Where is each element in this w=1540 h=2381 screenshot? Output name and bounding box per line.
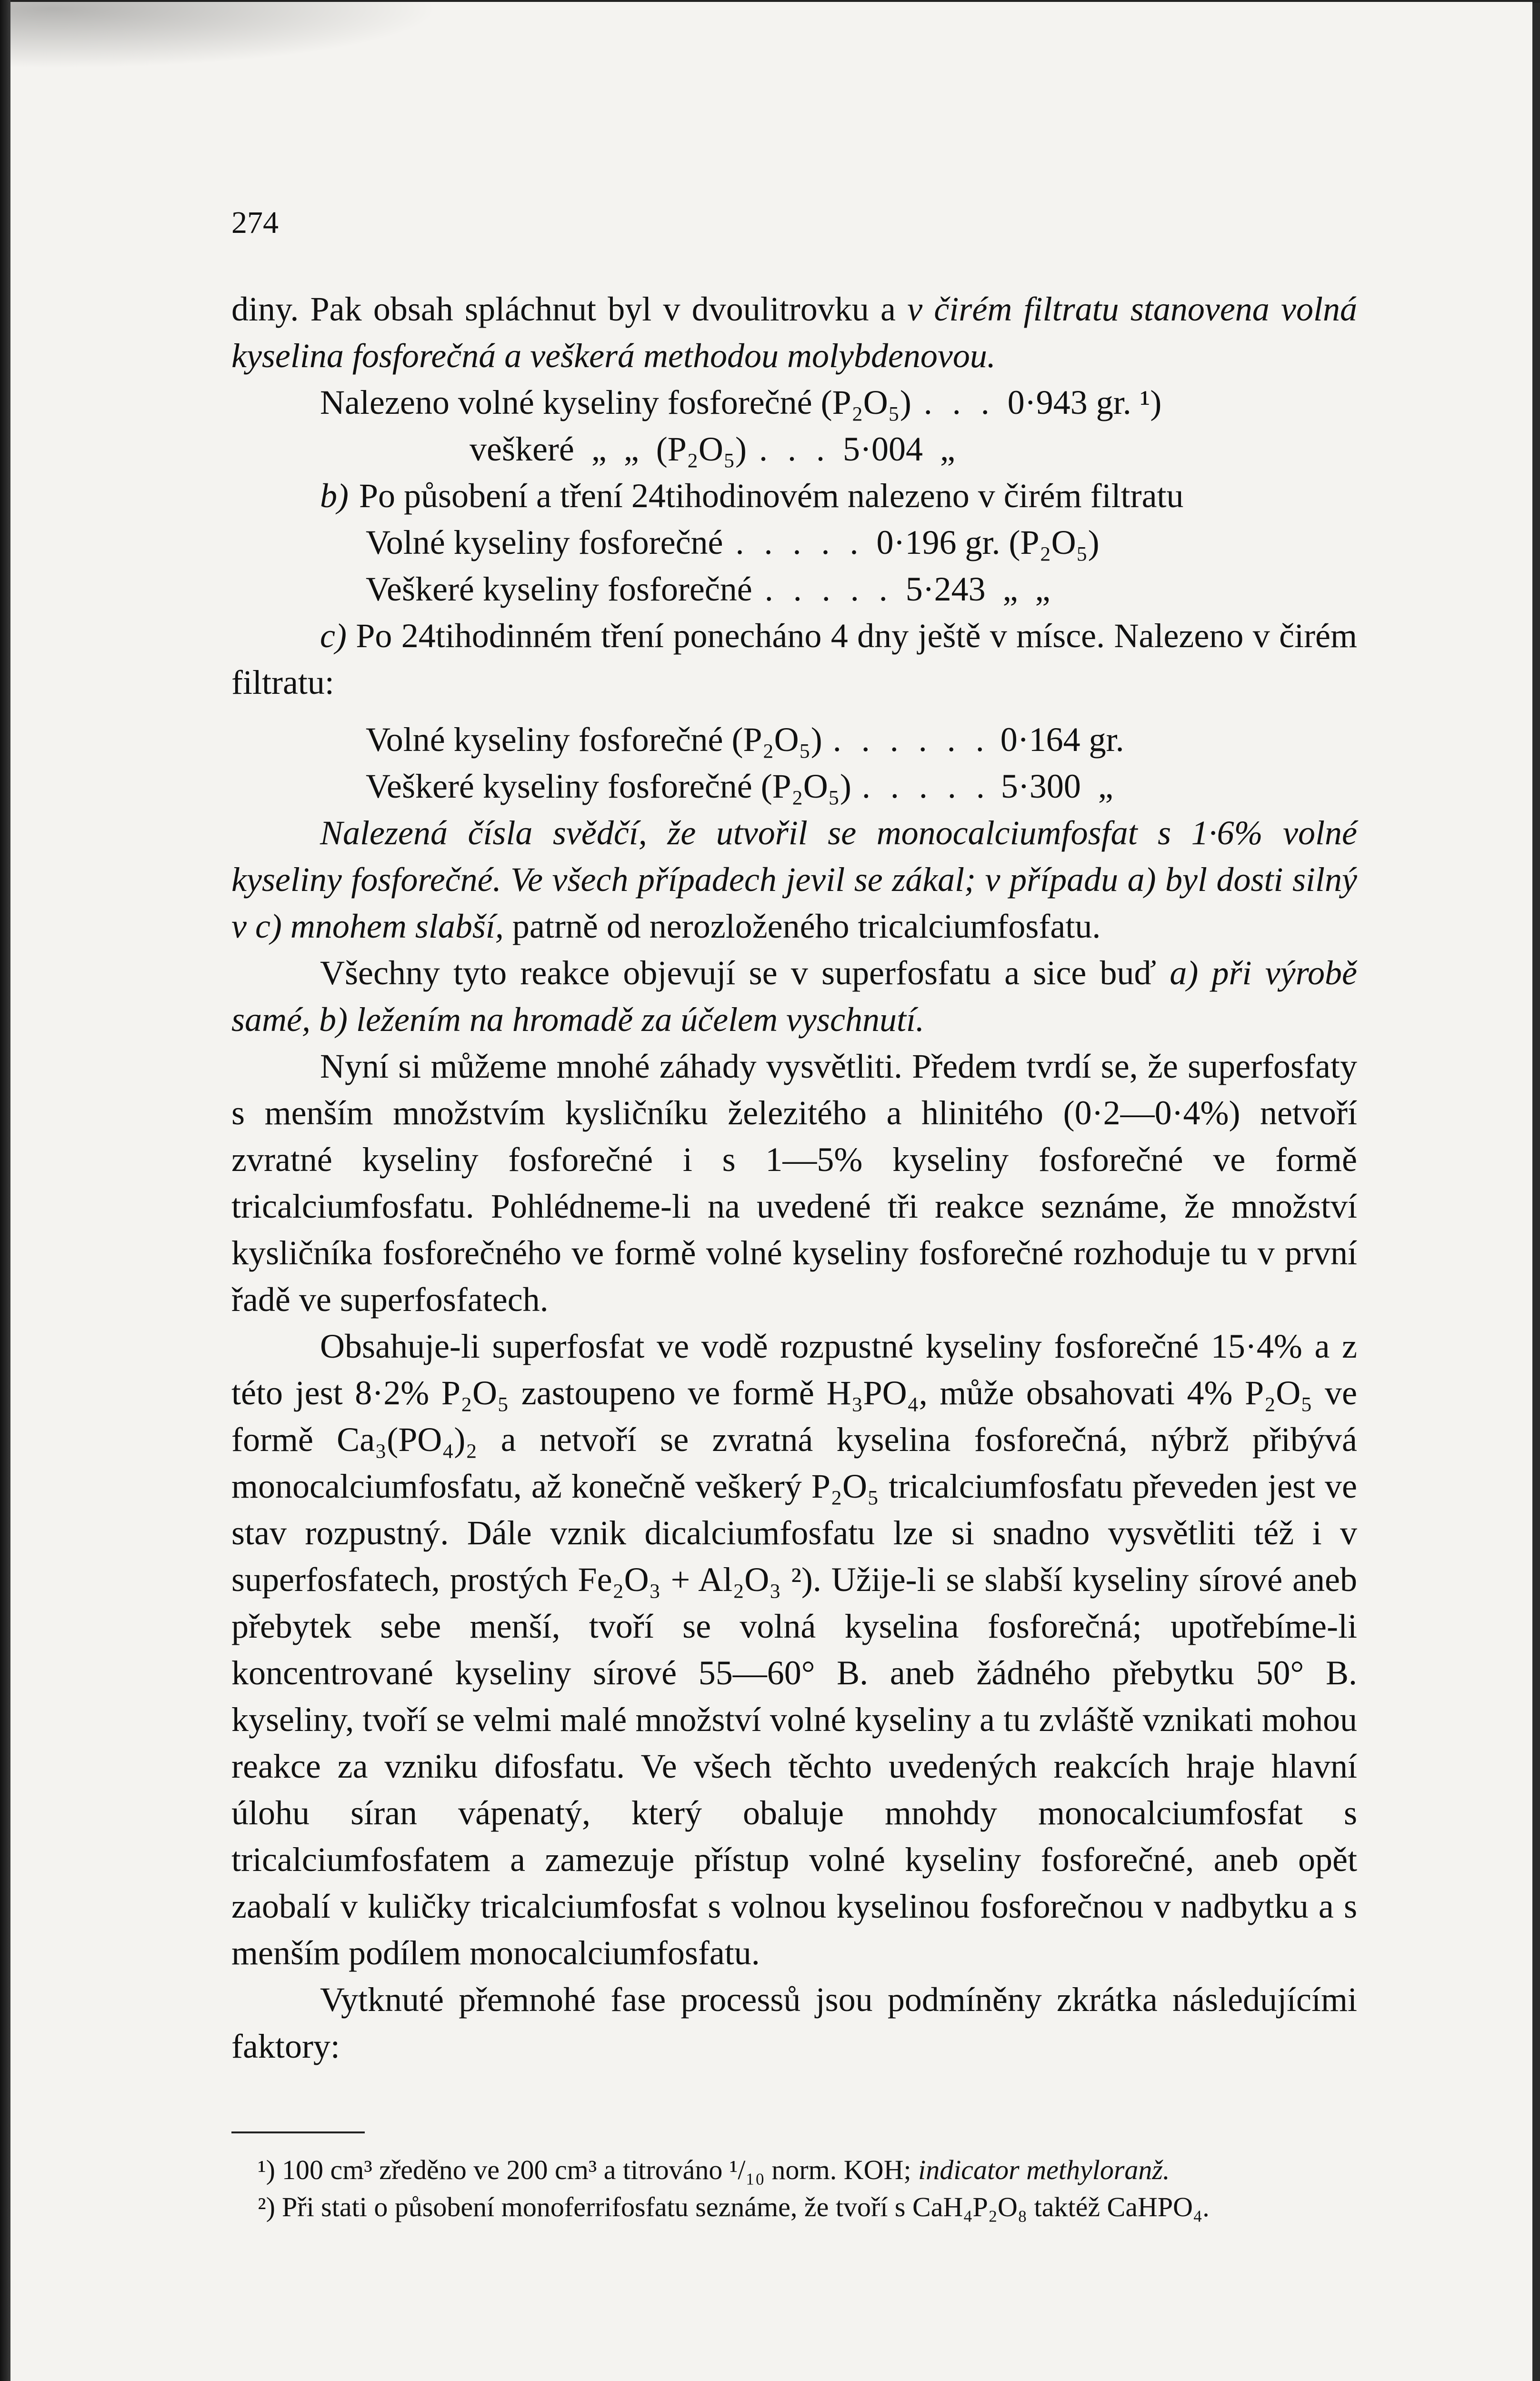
result-dots: . . . (923, 383, 995, 421)
section-b-row-free (231, 519, 1357, 566)
section-c-row-total (231, 763, 1357, 810)
footnote-1 (231, 2151, 1357, 2189)
footnote-2 (231, 2189, 1357, 2226)
scan-smudge (10, 2, 439, 69)
paragraph-contents: Obsahuje-li superfosfat ve vodě rozpustné kyseliny fosforečné 15·4% a z této jest 8·2% P₂O₅ zastoupeno ve formě H₃PO₄, může obsahovati 4% P₂O₅ ve formě Ca₃(PO₄)₂ a netvoří se zvratná kyselina fosforečná, nýbrž přibývá monocalciumfosfatu, až konečně veškerý P₂O₅ tricalciumfosfatu převeden jest ve stav rozpustný. Dále vznik dicalciumfosfatu lze si snadno vysvětliti též i v superfosfatech, prostých Fe₂O₃ + Al₂O₃ ²). Užije-li se slabší kyseliny sírové aneb přebytek sebe menší, tvoří se volná kyselina fosforečná; upotřebíme-li koncentrované kyseliny sírové 55—60° B. aneb žádného přebytku 50° B. kyseliny, tvoří se velmi malé množství volné kyseliny a tu zvláště vznikati mohou reakce za vzniku difosfatu. Ve všech těchto uvedených reakcích hraje hlavní úlohu síran vápenatý, který obaluje mnohdy monocalciumfosfat s tricalciumfosfatem a zamezuje přístup volné kyseliny fosforečné, aneb opět zaobalí v kuličky tricalciumfosfat s volnou kyselinou fosforečnou v nadbytku a s menším podílem monocalciumfosfatu. (231, 1327, 1357, 1972)
row-label: Volné kyseliny fosforečné (366, 523, 723, 561)
paragraph-mysteries: Nyní si můžeme mnohé záhady vysvětliti. Předem tvrdí se, že superfosfaty s menším množstvím kysličníku železitého a hlinitého (0·2—0·4%) netvoří zvratné kyseliny fosforečné i s 1—5% kyseliny fosforečné ve formě tricalciumfosfatu. Pohlédneme-li na uvedené tři reakce seznáme, že množství kysličníka fosforečného ve formě volné kyseliny fosforečné rozhoduje tu v první řadě ve superfosfatech. (231, 1047, 1357, 1319)
row-label: Volné kyseliny fosforečné (P₂O₅) (366, 720, 822, 759)
result-dots: . . . (759, 430, 830, 468)
section-marker: b) (320, 477, 349, 515)
row-value: 5·300 „ (1000, 767, 1113, 805)
row-dots: . . . . . (861, 767, 990, 805)
row-dots: . . . . . . (832, 720, 990, 759)
row-value: 0·164 gr. (1000, 720, 1124, 759)
page-number: 274 (231, 205, 279, 240)
footnote-number: ¹) (258, 2154, 275, 2185)
result-value: 5·004 „ (842, 430, 955, 468)
paragraph-factors: Vytknuté přemnohé fase processů jsou podmíněny zkrátka následujícími faktory: (231, 1981, 1357, 2065)
paragraph-reactions (231, 950, 1357, 1043)
result-label: Nalezeno volné kyseliny fosforečné (P₂O₅) (320, 383, 911, 421)
reactions-roman: Všechny tyto reakce objevují se v superfosfatu a sice buď (320, 954, 1170, 992)
row-dots: . . . . . (735, 523, 864, 561)
row-value: 5·243 „ „ (905, 570, 1050, 608)
row-value: 0·196 gr. (P₂O₅) (876, 523, 1100, 561)
continuation-text: diny. Pak obsah spláchnut byl v dvoulitrovku a (231, 290, 908, 328)
result-label: veškeré „ „ (P₂O₅) (470, 430, 747, 468)
footnote-text: Při stati o působení monoferrifosfatu seznáme, že tvoří s CaH₄P₂O₈ taktéž CaHPO₄. (282, 2191, 1210, 2222)
scan-border-left (0, 0, 10, 2381)
section-text: Po 24tihodinném tření ponecháno 4 dny ještě v mísce. Nalezeno v čirém filtratu: (231, 617, 1358, 701)
spacer (231, 706, 1357, 716)
paragraph-findings (231, 810, 1357, 950)
findings-italic: Nalezená čísla svědčí, že utvořil se monocalciumfosfat s 1·6% volné kyseliny fosforečné. Ve všech případech jevil se zákal; v případu a) byl dosti silný v c) mnohem slabší, (231, 814, 1357, 945)
footnote-text: 100 cm³ zředěno ve 200 cm³ a titrováno ¹/₁₀ norm. KOH; (282, 2154, 919, 2185)
result-total-acid (231, 426, 1357, 472)
section-c-heading (231, 612, 1357, 706)
paragraph-continuation (231, 286, 1357, 379)
section-b-heading (231, 472, 1357, 519)
result-free-acid (231, 379, 1357, 426)
footnote-number: ²) (258, 2191, 275, 2222)
reactions-italic: a) při výrobě samé, b) ležením na hromadě za účelem vyschnutí. (231, 954, 1358, 1039)
continuation-italic: v čirém filtratu stanovena volná kyselina fosforečná a veškerá methodou molybdenovou. (231, 290, 1358, 375)
section-c-row-free (231, 716, 1357, 763)
result-value: 0·943 gr. ¹) (1007, 383, 1162, 421)
section-text: Po působení a tření 24tihodinovém nalezeno v čirém filtratu (359, 477, 1184, 515)
row-dots: . . . . . (764, 570, 893, 608)
findings-roman: patrně od nerozloženého tricalciumfosfatu. (503, 907, 1101, 945)
page-body (231, 286, 1357, 2226)
section-marker: c) (320, 617, 347, 655)
footnote-italic: indicator methyloranž. (918, 2154, 1170, 2185)
section-b-row-total (231, 566, 1357, 612)
row-label: Veškeré kyseliny fosforečné (366, 570, 752, 608)
row-label: Veškeré kyseliny fosforečné (P₂O₅) (366, 767, 851, 805)
footnote-rule (231, 2131, 365, 2133)
